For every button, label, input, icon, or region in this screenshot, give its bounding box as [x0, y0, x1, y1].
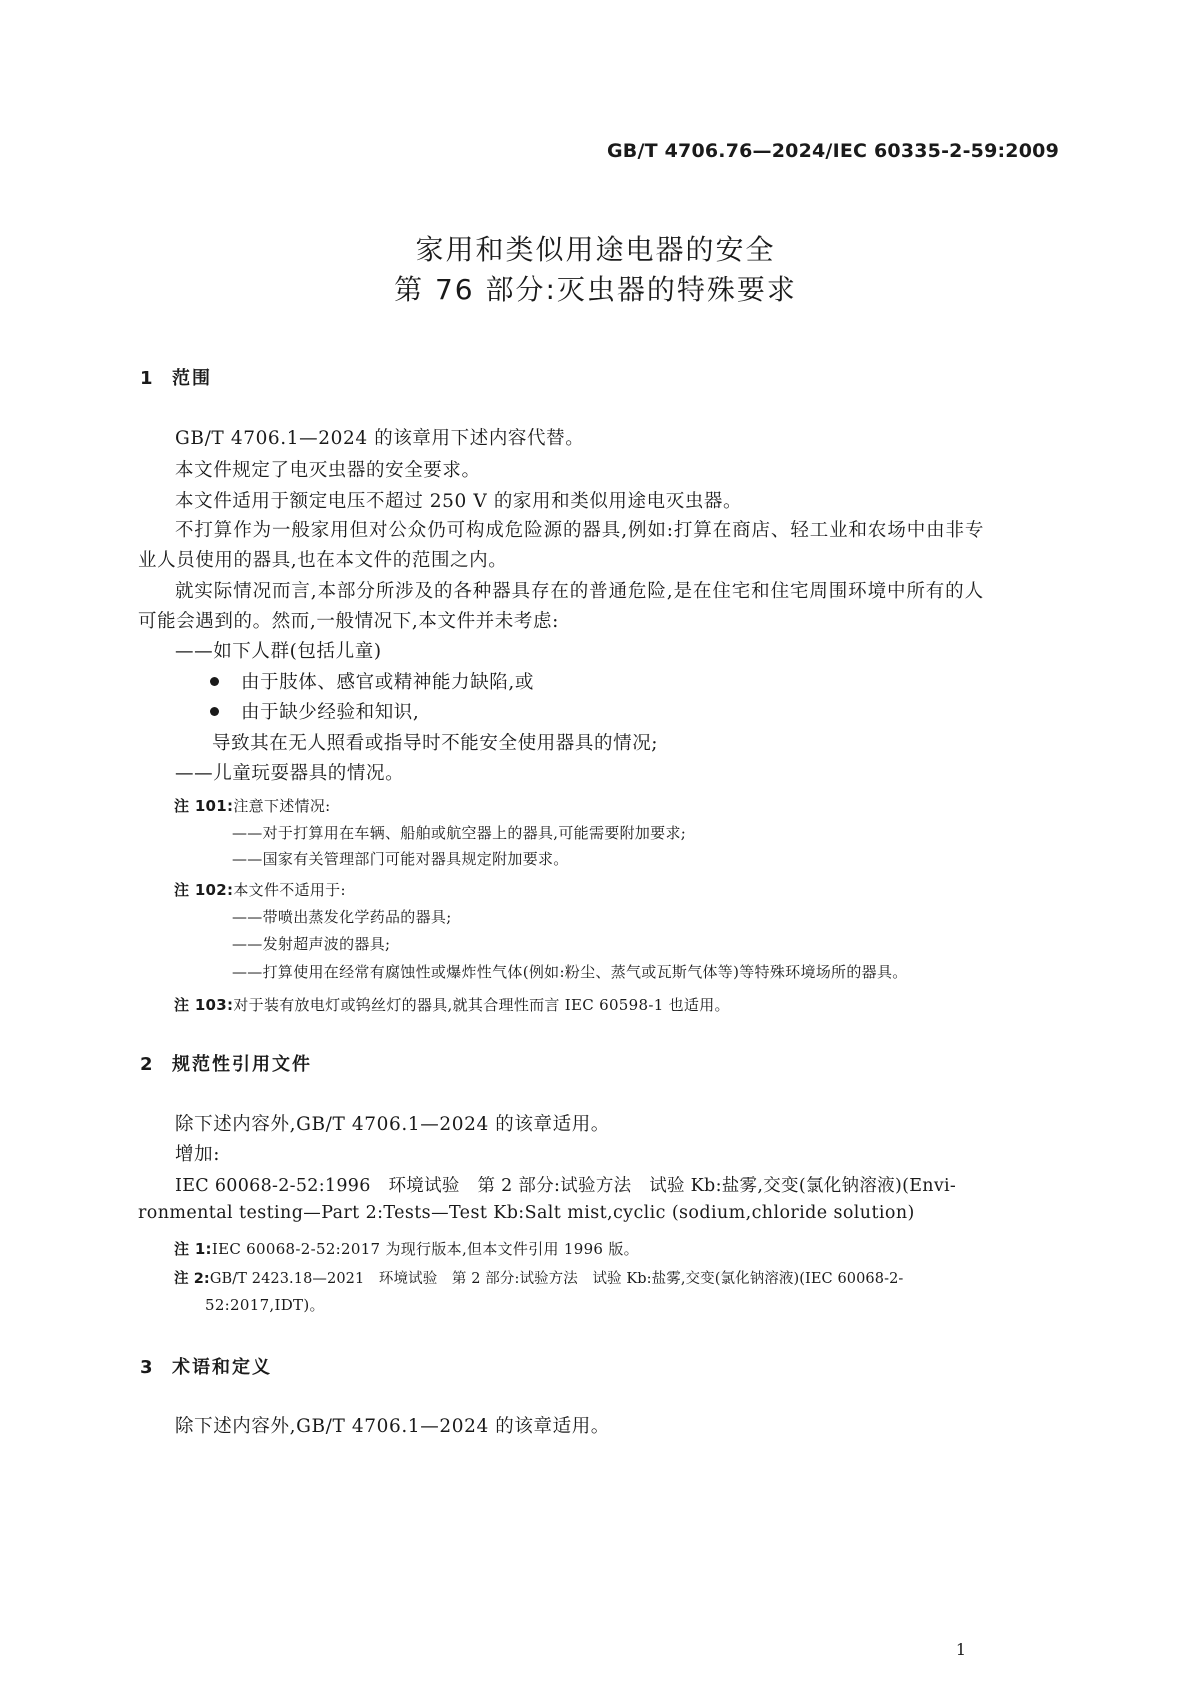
bullet-list-item: 由于肢体、感官或精神能力缺陷,或	[210, 668, 534, 694]
note-item: ——带喷出蒸发化学药品的器具;	[232, 908, 452, 926]
note-1: 注 1:IEC 60068-2-52:2017 为现行版本,但本文件引用 1996 版。	[174, 1240, 639, 1258]
note-continuation: 52:2017,IDT)。	[205, 1296, 325, 1314]
note-item: ——打算使用在经常有腐蚀性或爆炸性气体(例如:粉尘、蒸气或瓦斯气体等)等特殊环境场所的器具。	[232, 963, 908, 981]
note-label: 注 103:	[174, 996, 234, 1014]
document-code-header: GB/T 4706.76—2024/IEC 60335-2-59:2009	[607, 140, 1059, 162]
section-3-heading	[140, 1353, 272, 1379]
dash-list-item: ——如下人群(包括儿童)	[175, 641, 382, 662]
paragraph: 业人员使用的器具,也在本文件的范围之内。	[138, 550, 508, 571]
note-label: 注 1:	[174, 1240, 212, 1258]
note-101: 注 101:注意下述情况:	[174, 797, 331, 815]
note-item: ——对于打算用在车辆、船舶或航空器上的器具,可能需要附加要求;	[232, 824, 687, 842]
section-title: 术语和定义	[172, 1357, 272, 1378]
bullet-list-item: 由于缺少经验和知识,	[210, 698, 419, 724]
note-label: 注 2:	[174, 1271, 210, 1287]
paragraph: 本文件规定了电灭虫器的安全要求。	[175, 460, 481, 481]
paragraph: GB/T 4706.1—2024 的该章用下述内容代替。	[175, 428, 585, 449]
paragraph: 就实际情况而言,本部分所涉及的各种器具存在的普通危险,是在住宅和住宅周围环境中所有的人	[175, 581, 984, 602]
paragraph: 除下述内容外,GB/T 4706.1—2024 的该章适用。	[175, 1416, 610, 1437]
section-number: 2	[140, 1054, 155, 1075]
paragraph: 增加:	[175, 1144, 221, 1165]
section-1-heading	[140, 364, 212, 390]
paragraph: 可能会遇到的。然而,一般情况下,本文件并未考虑:	[138, 611, 559, 632]
paragraph: 除下述内容外,GB/T 4706.1—2024 的该章适用。	[175, 1114, 610, 1135]
section-number: 3	[140, 1357, 155, 1378]
note-2: 注 2:GB/T 2423.18—2021 环境试验 第 2 部分:试验方法 试验 Kb:盐雾,交变(氯化钠溶液)(IEC 60068-2-	[174, 1271, 904, 1287]
section-number: 1	[140, 368, 155, 389]
note-item: ——发射超声波的器具;	[232, 935, 391, 953]
paragraph: 本文件适用于额定电压不超过 250 V 的家用和类似用途电灭虫器。	[175, 491, 743, 512]
section-title: 规范性引用文件	[172, 1054, 312, 1075]
section-2-heading	[140, 1050, 312, 1076]
paragraph: 不打算作为一般家用但对公众仍可构成危险源的器具,例如:打算在商店、轻工业和农场中由非专	[175, 520, 985, 541]
document-title-line-1: 家用和类似用途电器的安全	[415, 233, 776, 266]
normative-reference: ronmental testing—Part 2:Tests—Test Kb:Salt mist,cyclic (sodium,chloride solution)	[138, 1203, 915, 1223]
page-number: 1	[955, 1640, 966, 1659]
note-label: 注 102:	[174, 881, 234, 899]
section-title: 范围	[172, 368, 212, 389]
note-label: 注 101:	[174, 797, 234, 815]
note-item: ——国家有关管理部门可能对器具规定附加要求。	[232, 850, 569, 868]
note-102: 注 102:本文件不适用于:	[174, 881, 346, 899]
bullet-icon	[210, 677, 219, 686]
bullet-icon	[210, 707, 219, 716]
normative-reference: IEC 60068-2-52:1996 环境试验 第 2 部分:试验方法 试验 Kb:盐雾,交变(氯化钠溶液)(Envi-	[175, 1176, 957, 1196]
document-title-line-2: 第 76 部分:灭虫器的特殊要求	[394, 273, 797, 306]
note-103: 注 103:对于装有放电灯或钨丝灯的器具,就其合理性而言 IEC 60598-1 也适用。	[174, 996, 730, 1014]
paragraph: 导致其在无人照看或指导时不能安全使用器具的情况;	[212, 733, 659, 754]
dash-list-item: ——儿童玩耍器具的情况。	[175, 763, 405, 784]
